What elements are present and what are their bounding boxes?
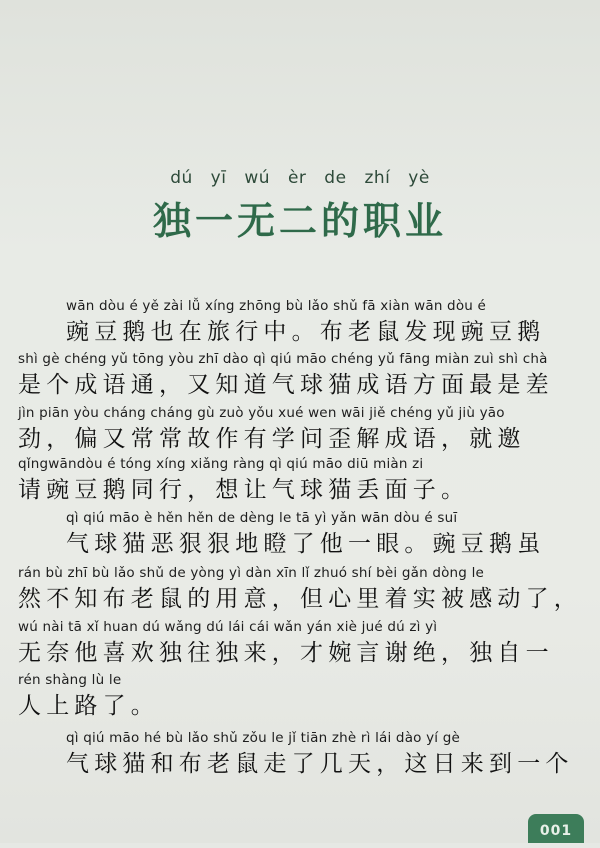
- text-line: [0, 405, 600, 451]
- line-hanzi: 豌豆鹅也在旅行中。布老鼠发现豌豆鹅: [66, 319, 546, 345]
- line-hanzi: 气球猫和布老鼠走了几天，这日来到一个: [66, 751, 574, 777]
- page-number: 001: [528, 814, 584, 843]
- line-hanzi: 劲，偏又常常故作有学问歪解成语，就邀: [18, 426, 526, 452]
- line-pinyin: qǐngwāndòu é tóng xíng xiǎng ràng qì qiú māo diū miàn zi: [18, 456, 424, 472]
- line-pinyin: qì qiú māo hé bù lǎo shǔ zǒu le jǐ tiān zhè rì lái dào yí gè: [66, 730, 461, 746]
- page-title: 独一无二的职业: [152, 199, 447, 243]
- line-pinyin: qì qiú māo è hěn hěn de dèng le tā yì yǎn wān dòu é suī: [66, 510, 458, 526]
- line-hanzi: 人上路了。: [18, 693, 159, 719]
- title-pinyin: dú yī wú èr de zhí yè: [170, 168, 430, 188]
- text-line: [0, 565, 600, 611]
- line-pinyin: jìn piān yòu cháng cháng gù zuò yǒu xué wen wāi jiě chéng yǔ jiù yāo: [18, 405, 505, 421]
- text-line: [0, 351, 600, 397]
- line-pinyin: rén shàng lù le: [18, 672, 122, 688]
- text-line: [0, 456, 600, 502]
- text-line: [0, 730, 600, 776]
- line-hanzi: 气球猫恶狠狠地瞪了他一眼。豌豆鹅虽: [66, 531, 546, 557]
- line-pinyin: wú nài tā xǐ huan dú wǎng dú lái cái wǎn yán xiè jué dú zì yì: [18, 619, 438, 635]
- text-line: [0, 672, 600, 718]
- text-line: [0, 619, 600, 665]
- line-pinyin: rán bù zhī bù lǎo shǔ de yòng yì dàn xīn lǐ zhuó shí bèi gǎn dòng le: [18, 565, 485, 581]
- line-hanzi: 请豌豆鹅同行，想让气球猫丢面子。: [18, 477, 470, 503]
- line-pinyin: shì gè chéng yǔ tōng yòu zhī dào qì qiú māo chéng yǔ fāng miàn zuì shì chà: [18, 351, 548, 367]
- text-line: [0, 510, 600, 556]
- line-pinyin: wān dòu é yě zài lǚ xíng zhōng bù lǎo shǔ fā xiàn wān dòu é: [66, 298, 487, 314]
- line-hanzi: 是个成语通，又知道气球猫成语方面最是差: [18, 372, 554, 398]
- text-line: [0, 298, 600, 344]
- line-hanzi: 无奈他喜欢独往独来，才婉言谢绝，独自一: [18, 640, 554, 666]
- line-hanzi: 然不知布老鼠的用意，但心里着实被感动了，: [18, 586, 582, 612]
